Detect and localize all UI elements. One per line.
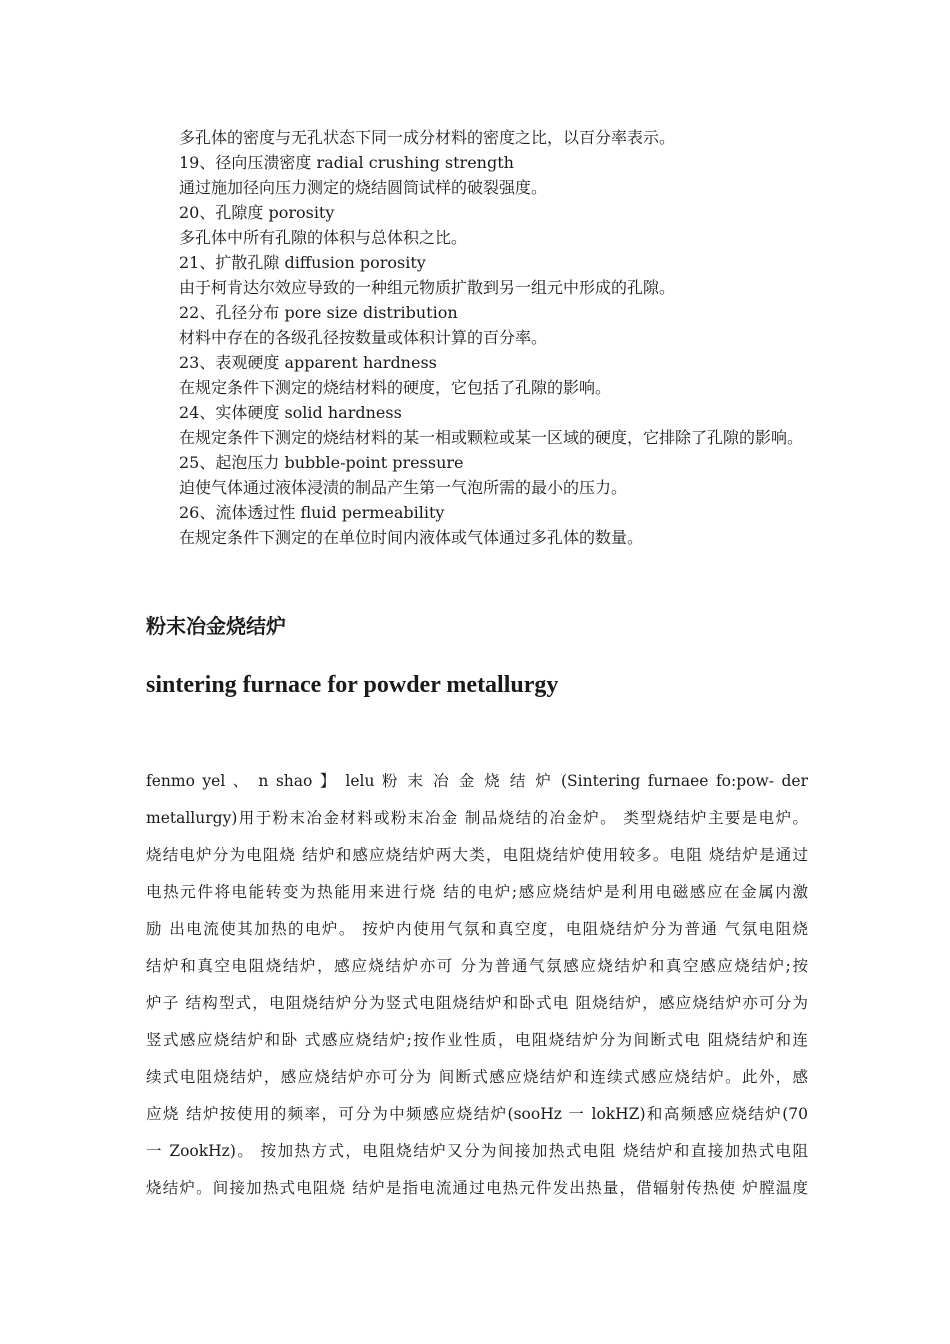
paragraph-line: 烧结炉。间接加热式电阻烧 结炉是指电流通过电热元件发出热量，借辐射传热使 炉膛温度 [146,1179,808,1197]
paragraph-line: 一 ZookHz)。 按加热方式，电阻烧结炉又分为间接加热式电阻 烧结炉和直接加热式电阻 [146,1142,808,1160]
paragraph-line: fenmo yel 、 n shao 】 lelu 粉 末 冶 金 烧 结 炉 (Sintering furnaee fo:pow- der [146,772,808,790]
term-line: 26、流体透过性 fluid permeability [179,503,445,522]
term-line: 多孔体的密度与无孔状态下同一成分材料的密度之比，以百分率表示。 [179,128,676,147]
paragraph-line: 应烧 结炉按使用的频率，可分为中频感应烧结炉(sooHz 一 lokHZ)和高频感应烧结炉(70 [146,1105,808,1123]
paragraph-line: 电热元件将电能转变为热能用来进行烧 结的电炉;感应烧结炉是利用电磁感应在金属内激 [146,883,808,901]
section-title-cn: 粉末冶金烧结炉 [146,614,286,638]
paragraph-line: 炉子 结构型式，电阻烧结炉分为竖式电阻烧结炉和卧式电 阻烧结炉，感应烧结炉亦可分为 [146,994,808,1012]
term-line: 25、起泡压力 bubble-point pressure [179,453,464,472]
paragraph-line: 竖式感应烧结炉和卧 式感应烧结炉;按作业性质，电阻烧结炉分为间断式电 阻烧结炉和连 [146,1031,808,1049]
term-line: 由于柯肯达尔效应导致的一种组元物质扩散到另一组元中形成的孔隙。 [179,278,676,297]
term-line: 23、表观硬度 apparent hardness [179,353,437,372]
term-line: 迫使气体通过液体浸渍的制品产生第一气泡所需的最小的压力。 [179,478,628,497]
terms-list [146,125,808,550]
section-title-en: sintering furnace for powder metallurgy [146,672,559,698]
term-line: 材料中存在的各级孔径按数量或体积计算的百分率。 [179,328,548,347]
term-line: 多孔体中所有孔隙的体积与总体积之比。 [179,228,468,247]
paragraph-line: 结炉和真空电阻烧结炉，感应烧结炉亦可 分为普通气氛感应烧结炉和真空感应烧结炉;按 [146,957,808,975]
term-line: 在规定条件下测定的烧结材料的硬度，它包括了孔隙的影响。 [179,378,612,397]
term-line: 通过施加径向压力测定的烧结圆筒试样的破裂强度。 [179,178,548,197]
paragraph-line: 烧结电炉分为电阻烧 结炉和感应烧结炉两大类，电阻烧结炉使用较多。电阻 烧结炉是通过 [146,846,808,864]
term-line: 24、实体硬度 solid hardness [179,403,402,422]
term-line: 在规定条件下测定的在单位时间内液体或气体通过多孔体的数量。 [179,528,644,547]
term-line: 20、孔隙度 porosity [179,203,335,222]
body-paragraph [146,763,808,1207]
paragraph-line: 励 出电流使其加热的电炉。 按炉内使用气氛和真空度，电阻烧结炉分为普通 气氛电阻烧 [146,920,808,938]
term-line: 22、孔径分布 pore size distribution [179,303,458,322]
term-line: 在规定条件下测定的烧结材料的某一相或颗粒或某一区域的硬度，它排除了孔隙的影响。 [179,428,804,447]
term-line: 19、径向压溃密度 radial crushing strength [179,153,514,172]
paragraph-line: metallurgy)用于粉末冶金材料或粉末冶金 制品烧结的冶金炉。 类型烧结炉主要是电炉。 [146,809,808,827]
term-line: 21、扩散孔隙 diffusion porosity [179,253,426,272]
paragraph-line: 续式电阻烧结炉，感应烧结炉亦可分为 间断式感应烧结炉和连续式感应烧结炉。此外，感 [146,1068,808,1086]
